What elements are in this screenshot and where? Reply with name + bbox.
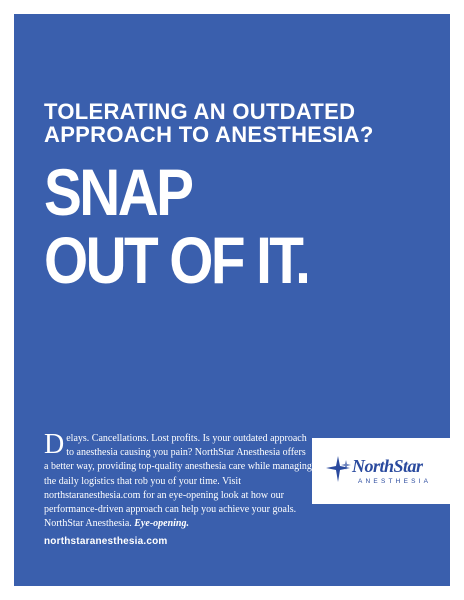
northstar-logo bbox=[312, 438, 450, 504]
headline-line-2: OUT OF IT. bbox=[44, 223, 309, 297]
body-copy bbox=[44, 429, 312, 531]
kicker-line-2: APPROACH TO ANESTHESIA? bbox=[44, 122, 374, 147]
drop-cap: D bbox=[44, 429, 65, 460]
logo-name: NorthStar bbox=[352, 456, 423, 476]
tagline: Eye-opening. bbox=[134, 518, 189, 530]
kicker-line-1: TOLERATING AN OUTDATED bbox=[44, 99, 356, 124]
website-url[interactable]: northstaranesthesia.com bbox=[44, 536, 168, 547]
body-text: elays. Cancellations. Lost profits. Is your outdated approach to anesthesia causing you pain? NorthStar Anesthesia offers a better way, providing top-quality anesthesia care while managing the daily logistics that rob you of your time. Visit northstaranesthesia.com for an eye-opening look at how our performance-driven approach can help you achieve your goals. NorthStar Anesthesia. bbox=[44, 433, 312, 530]
headline-line-1: SNAP bbox=[44, 155, 192, 229]
logo-subtitle: ANESTHESIA bbox=[358, 478, 432, 485]
kicker-heading bbox=[44, 100, 374, 146]
headline bbox=[44, 155, 404, 297]
